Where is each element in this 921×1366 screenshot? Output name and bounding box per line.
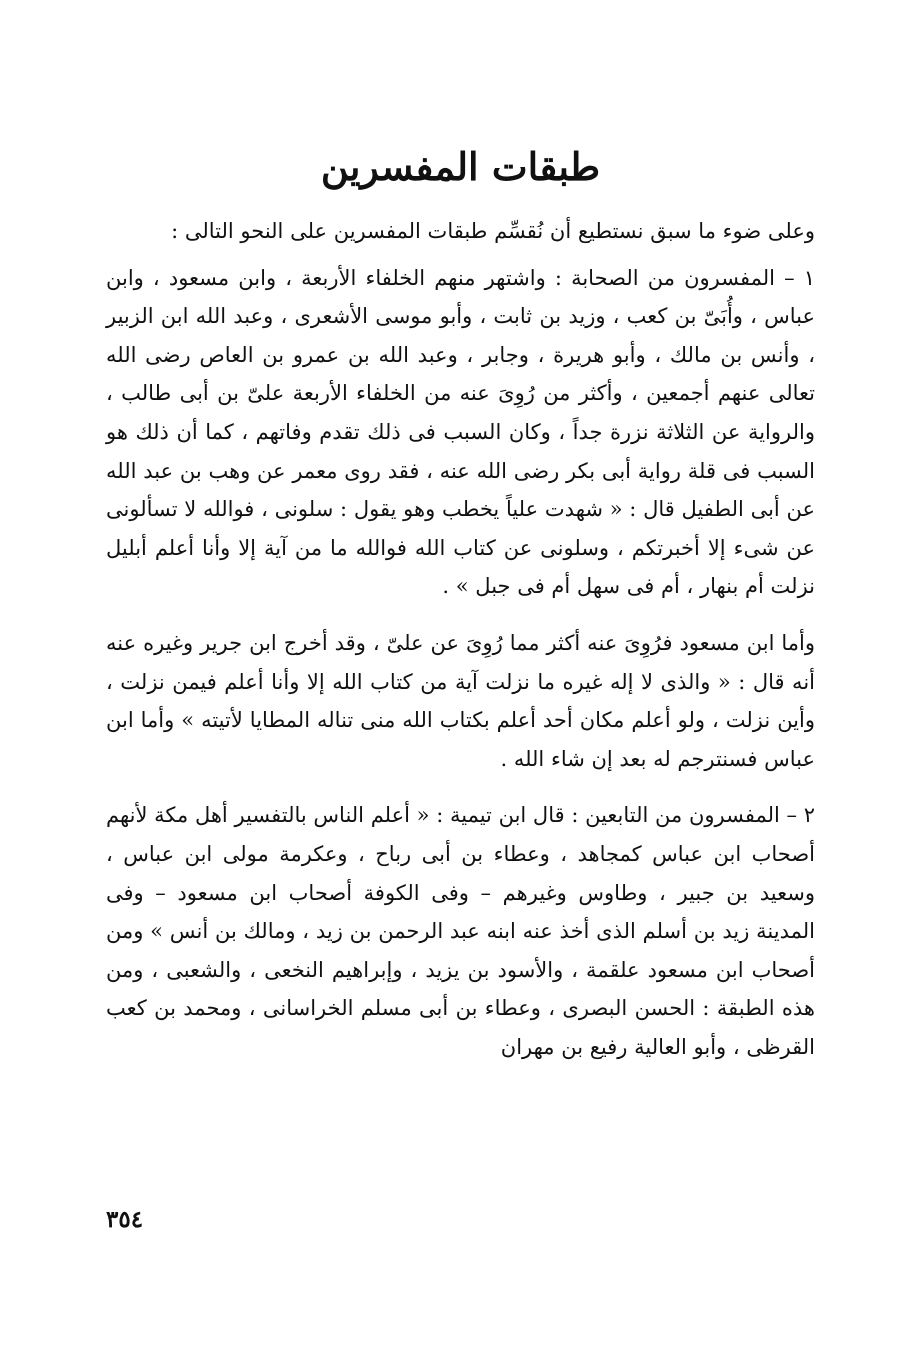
ibn-masud-paragraph: وأما ابن مسعود فرُوِىَ عنه أكثر مما رُوِىَ عن علىّ ، وقد أخرج ابن جرير وغيره عنه أنه قال : « والذى لا إله غيره ما نزلت آية من كتاب الله إلا وأنا أعلم فيمن نزلت ، وأين نزلت ، ولو أعلم مكان أحد أعلم بكتاب الله منى تناله المطايا لأتيته » وأما ابن عباس فسنترجم له بعد إن شاء الله . bbox=[106, 630, 815, 771]
successors-paragraph: ٢ – المفسرون من التابعين : قال ابن تيمية : « أعلم الناس بالتفسير أهل مكة لأنهم أصحاب ابن عباس كمجاهد ، وعطاء بن أبى رباح ، وعكرمة مولى ابن عباس ، وسعيد بن جبير ، وطاوس وغيرهم – وفى الكوفة أصحاب ابن مسعود – وفى المدينة زيد بن أسلم الذى أخذ عنه ابنه عبد الرحمن بن زيد ، ومالك بن أنس » ومن أصحاب ابن مسعود علقمة ، والأسود بن يزيد ، وإبراهيم النخعى ، والشعبى ، ومن هذه الطبقة : الحسن البصرى ، وعطاء بن أبى مسلم الخراسانى ، ومحمد بن كعب القرظى ، وأبو العالية رفيع بن مهران bbox=[106, 803, 815, 1059]
intro-paragraph: وعلى ضوء ما سبق نستطيع أن نُقسِّم طبقات المفسرين على النحو التالى : bbox=[171, 219, 815, 243]
page-title: طبقات المفسرين bbox=[320, 144, 601, 189]
page-number: ٣٥٤ bbox=[106, 1206, 144, 1233]
companions-paragraph: ١ – المفسرون من الصحابة : واشتهر منهم الخلفاء الأربعة ، وابن مسعود ، وابن عباس ، وأُبَىّ بن كعب ، وزيد بن ثابت ، وأبو موسى الأشعرى ، وعبد الله ابن الزبير ، وأنس بن مالك ، وأبو هريرة ، وجابر ، وعبد الله بن عمرو بن العاص رضى الله تعالى عنهم أجمعين ، وأكثر من رُوِىَ عنه من الخلفاء الأربعة علىّ بن أبى طالب ، والرواية عن الثلاثة نزرة جداً ، وكان السبب فى ذلك تقدم وفاتهم ، كما أن ذلك هو السبب فى قلة رواية أبى بكر رضى الله عنه ، فقد روى معمر عن وهب بن عبد الله عن أبى الطفيل قال : « شهدت علياً يخطب وهو يقول : سلونى ، فوالله لا تسألونى عن شىء إلا أخبرتكم ، وسلونى عن كتاب الله فوالله ما من آية إلا وأنا أعلم أبليل نزلت أم بنهار ، أم فى سهل أم فى جبل » . bbox=[106, 265, 815, 599]
